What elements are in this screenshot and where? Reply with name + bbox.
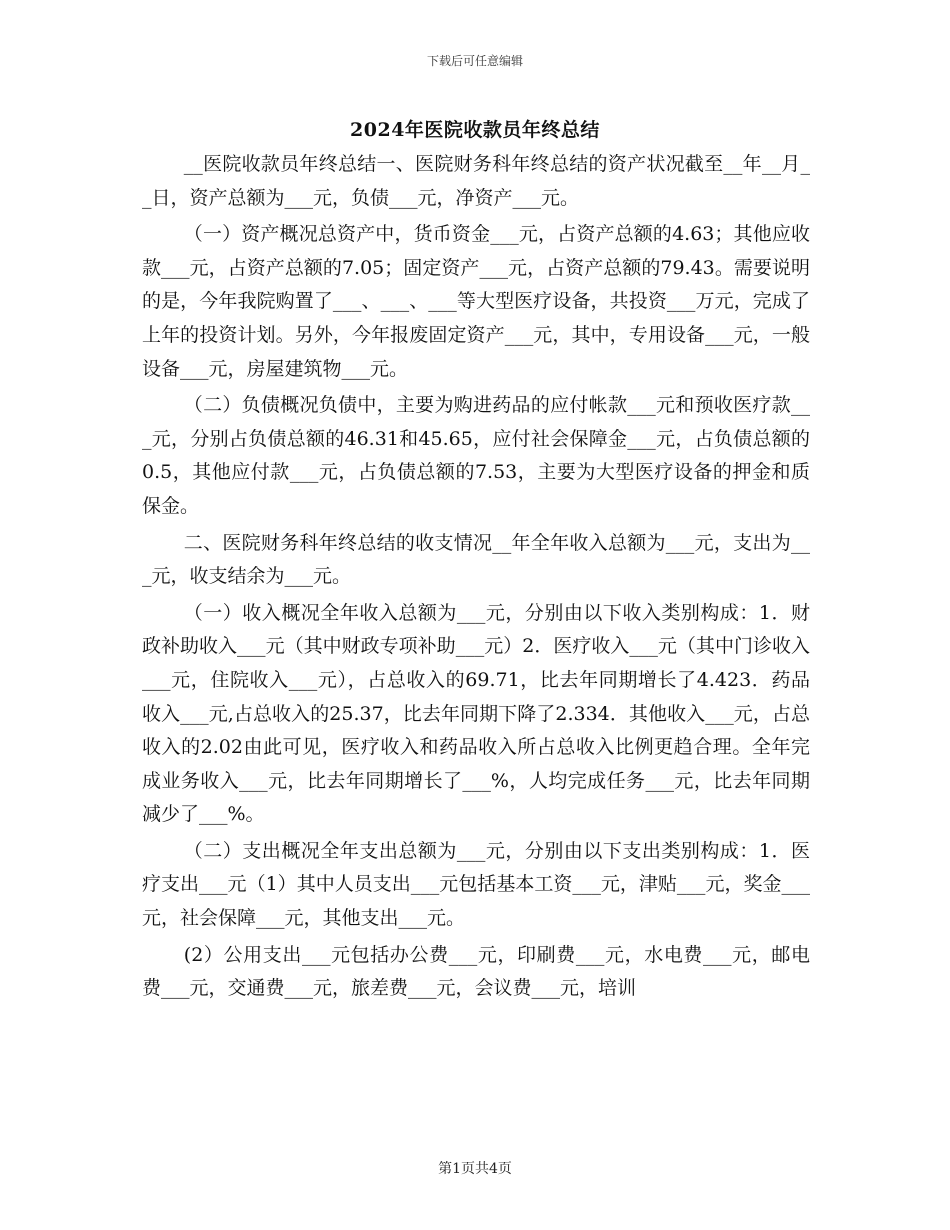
paragraph-income: （一）收入概况全年收入总额为___元，分别由以下收入类别构成：1．财政补助收入___元（其中财政专项补助___元）2．医疗收入___元（其中门诊收入___元，住院收入___元），占总收入的69.71，比去年同期增长了4.423．药品收入___元,占总收入的25.37，比去年同期下降了2.334．其他收入___元，占总收入的2.02由此可见，医疗收入和药品收入所占总收入比例更趋合理。全年完成业务收入___元，比去年同期增长了___%，人均完成任务___元，比去年同期减少了___%。 [142,601,810,826]
paragraph-income-expense: 二、医院财务科年终总结的收支情况__年全年收入总额为___元，支出为___元，收支结余为___元。 [142,531,810,588]
document-body [142,148,810,1009]
document-title: 2024年医院收款员年终总结 [350,119,600,141]
page-header-note: 下载后可任意编辑 [426,54,523,68]
paragraph-public-expenditure: (2）公用支出___元包括办公费___元，印刷费___元，水电费___元，邮电费___元，交通费___元，旅差费___元，会议费___元，培训 [142,943,810,1000]
paragraph-assets: （一）资产概况总资产中，货币资金___元，占资产总额的4.63；其他应收款___元，占资产总额的7.05；固定资产___元，占资产总额的79.43。需要说明的是，今年我院购置了___、___、___等大型医疗设备，共投资___万元，完成了上年的投资计划。另外，今年报废固定资产___元，其中，专用设备___元，一般设备___元，房屋建筑物___元。 [142,223,810,380]
paragraph-liabilities: （二）负债概况负债中，主要为购进药品的应付帐款___元和预收医疗款___元，分别占负债总额的46.31和45.65，应付社会保障金___元，占负债总额的0.5，其他应付款___元，占负债总额的7.53，主要为大型医疗设备的押金和质保金。 [142,394,810,517]
paragraph-expenditure: （二）支出概况全年支出总额为___元，分别由以下支出类别构成：1．医疗支出___元（1）其中人员支出___元包括基本工资___元，津贴___元，奖金___元，社会保障___元，其他支出___元。 [142,839,810,930]
page-number: 第1页共4页 [438,1161,512,1177]
paragraph-intro: __医院收款员年终总结一、医院财务科年终总结的资产状况截至__年__月__日，资产总额为___元，负债___元，净资产___元。 [142,153,810,209]
